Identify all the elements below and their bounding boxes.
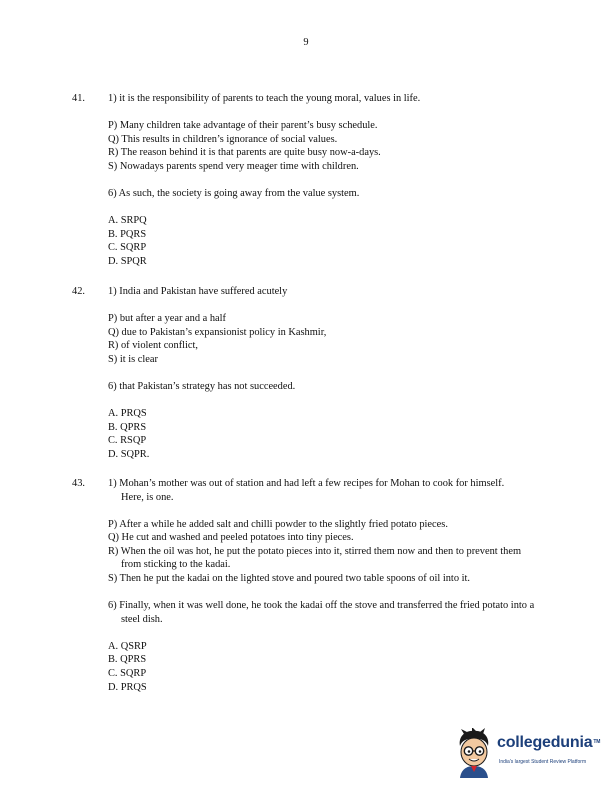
- part-r: R) When the oil was hot, he put the potato pieces into it, stirred them now and then to prevent them from sticking to the kadai.: [108, 545, 522, 571]
- part-r: R) of violent conflict,: [108, 340, 199, 352]
- part-q: Q) This results in children’s ignorance of social values.: [108, 133, 338, 145]
- option-a[interactable]: A. QSRP: [108, 640, 147, 652]
- option-d[interactable]: D. PRQS: [108, 681, 147, 693]
- option-d[interactable]: D. SQPR.: [108, 448, 150, 460]
- logo-tagline: India's largest Student Review Platform: [499, 759, 587, 765]
- option-c[interactable]: C. SQRP: [108, 242, 147, 254]
- sentence-first: 1) Mohan’s mother was out of station and had left a few recipes for Mohan to cook for himself. Here, is one.: [108, 478, 505, 503]
- option-d[interactable]: D. SPQR: [108, 255, 147, 267]
- option-a[interactable]: A. PRQS: [108, 408, 147, 420]
- sentence-last: 6) As such, the society is going away from the value system.: [108, 187, 360, 199]
- sentence-last: 6) Finally, when it was well done, he took the kadai off the stove and transferred the fried potato into a steel dish.: [108, 600, 535, 625]
- question-number: 43.: [72, 478, 85, 489]
- sentence-first: 1) India and Pakistan have suffered acutely: [108, 286, 288, 297]
- option-b[interactable]: B. QPRS: [108, 421, 147, 433]
- question-41: [72, 92, 542, 268]
- question-43: [72, 477, 542, 694]
- trademark: TM: [593, 739, 601, 745]
- part-q: Q) He cut and washed and peeled potatoes into tiny pieces.: [108, 532, 354, 544]
- part-p: P) After a while he added salt and chilli powder to the slightly fried potato pieces.: [108, 518, 448, 530]
- part-q: Q) due to Pakistan’s expansionist policy in Kashmir,: [108, 326, 327, 338]
- part-s: S) it is clear: [108, 353, 158, 365]
- part-r: R) The reason behind it is that parents are quite busy now-a-days.: [108, 147, 381, 159]
- question-42: [72, 285, 542, 461]
- part-s: S) Then he put the kadai on the lighted stove and poured two table spoons of oil into it.: [108, 573, 470, 585]
- sentence-last: 6) that Pakistan’s strategy has not succeeded.: [108, 380, 296, 392]
- part-p: P) Many children take advantage of their parent’s busy schedule.: [108, 120, 378, 132]
- sentence-first: 1) it is the responsibility of parents to teach the young moral, values in life.: [108, 93, 421, 104]
- option-c[interactable]: C. RSQP: [108, 435, 147, 447]
- option-b[interactable]: B. QPRS: [108, 654, 147, 666]
- part-s: S) Nowadays parents spend very meager time with children.: [108, 160, 359, 172]
- mascot-icon: [452, 728, 496, 778]
- option-a[interactable]: A. SRPQ: [108, 215, 147, 227]
- collegedunia-logo[interactable]: [452, 728, 602, 780]
- question-number: 42.: [72, 286, 85, 297]
- option-c[interactable]: C. SQRP: [108, 668, 147, 680]
- question-number: 41.: [72, 93, 85, 104]
- part-p: P) but after a year and a half: [108, 313, 226, 325]
- page-number: 9: [303, 37, 309, 48]
- option-b[interactable]: B. PQRS: [108, 228, 147, 240]
- logo-wordmark: collegedunia™: [497, 734, 601, 751]
